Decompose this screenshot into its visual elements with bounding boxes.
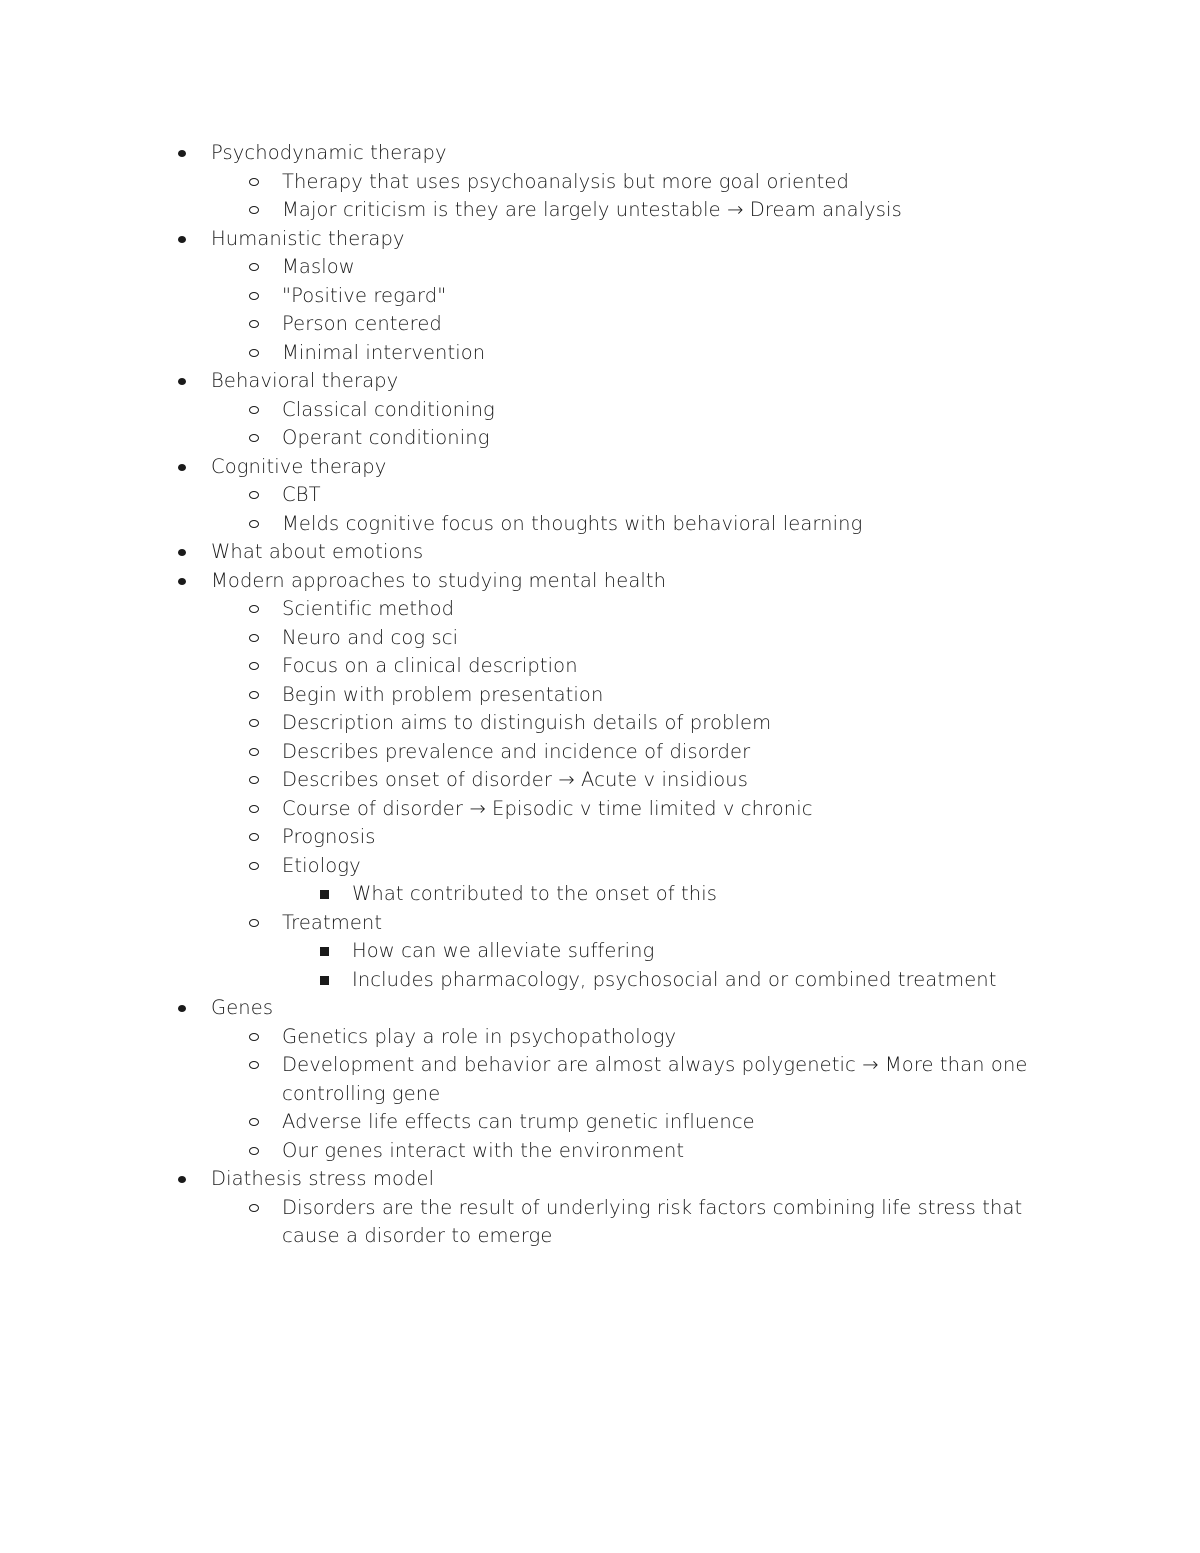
bullet-item <box>0 225 1200 254</box>
bullet-item <box>0 538 1200 567</box>
sub-sub-bullet-item <box>0 937 1200 966</box>
bullet-circle-icon <box>249 719 259 727</box>
bullet-text: Classical conditioning <box>282 397 495 421</box>
bullet-item <box>0 139 1200 168</box>
bullet-text: Maslow <box>282 255 355 278</box>
bullet-disc-icon <box>178 236 186 243</box>
bullet-item <box>0 1165 1200 1194</box>
bullet-text: Includes pharmacology, psychosocial and or combined treatment <box>352 967 997 991</box>
bullet-circle-icon <box>249 320 259 328</box>
sub-bullet-item <box>0 652 1200 681</box>
sub-bullet-item <box>0 339 1200 368</box>
sub-bullet-item <box>0 310 1200 339</box>
bullet-item <box>0 367 1200 396</box>
bullet-circle-icon <box>249 406 259 414</box>
bullet-circle-icon <box>249 691 259 699</box>
bullet-circle-icon <box>249 1118 259 1126</box>
sub-bullet-item <box>0 282 1200 311</box>
bullet-text: Psychodynamic therapy <box>211 141 447 164</box>
bullet-text: Operant conditioning <box>282 426 490 449</box>
sub-bullet-item <box>0 909 1200 938</box>
sub-bullet-item <box>0 1194 1062 1251</box>
bullet-text: Begin with problem presentation <box>282 682 604 706</box>
bullet-text: Our genes interact with the environment <box>282 1138 685 1162</box>
sub-bullet-item <box>0 1108 1200 1137</box>
bullet-item <box>0 453 1200 482</box>
bullet-circle-icon <box>249 776 259 784</box>
sub-bullet-item <box>0 624 1200 653</box>
bullet-text: What contributed to the onset of this <box>352 882 718 905</box>
sub-bullet-item <box>0 424 1200 453</box>
sub-bullet-item <box>0 681 1200 710</box>
sub-bullet-item <box>0 168 1200 197</box>
bullet-text: Disorders are the result of underlying risk factors combining life stress that cause a disorder to emerge <box>282 1195 1023 1247</box>
bullet-circle-icon <box>249 605 259 613</box>
bullet-text: Describes prevalence and incidence of disorder <box>282 739 751 763</box>
sub-bullet-item <box>0 196 1200 225</box>
bullet-circle-icon <box>249 292 259 300</box>
bullet-circle-icon <box>249 1033 259 1041</box>
bullet-text: Minimal intervention <box>282 340 486 364</box>
bullet-text: Scientific method <box>282 597 455 620</box>
sub-bullet-item <box>0 481 1200 510</box>
bullet-text: Treatment <box>282 910 383 934</box>
bullet-square-icon <box>320 890 329 899</box>
notes-outline <box>0 139 1200 1251</box>
sub-bullet-item <box>0 1051 1062 1108</box>
bullet-text: Description aims to distinguish details of problem <box>282 711 772 734</box>
bullet-text: Genetics play a role in psychopathology <box>282 1024 677 1048</box>
bullet-circle-icon <box>249 1204 259 1212</box>
bullet-text: Person centered <box>282 312 442 335</box>
bullet-disc-icon <box>178 150 186 157</box>
bullet-circle-icon <box>249 1061 259 1069</box>
bullet-text: CBT <box>282 483 321 506</box>
bullet-circle-icon <box>249 919 259 927</box>
bullet-text: Neuro and cog sci <box>282 625 459 649</box>
sub-bullet-item <box>0 738 1200 767</box>
sub-sub-bullet-item <box>0 880 1200 909</box>
bullet-text: Melds cognitive focus on thoughts with behavioral learning <box>282 511 863 535</box>
bullet-text: Therapy that uses psychoanalysis but more goal oriented <box>282 169 849 193</box>
bullet-square-icon <box>320 947 329 956</box>
sub-bullet-item <box>0 510 1200 539</box>
bullet-text: Describes onset of disorder → Acute v insidious <box>282 768 748 791</box>
bullet-disc-icon <box>178 1176 186 1183</box>
bullet-circle-icon <box>249 263 259 271</box>
bullet-text: Modern approaches to studying mental health <box>211 568 667 592</box>
sub-bullet-item <box>0 852 1200 881</box>
sub-bullet-item <box>0 253 1200 282</box>
bullet-disc-icon <box>178 464 186 471</box>
bullet-text: Adverse life effects can trump genetic influence <box>282 1110 755 1133</box>
bullet-circle-icon <box>249 833 259 841</box>
bullet-disc-icon <box>178 549 186 556</box>
bullet-text: Humanistic therapy <box>211 226 405 250</box>
sub-bullet-item <box>0 1137 1200 1166</box>
bullet-item <box>0 567 1200 596</box>
sub-bullet-item <box>0 766 1200 795</box>
bullet-text: Etiology <box>282 853 361 877</box>
bullet-item <box>0 994 1200 1023</box>
bullet-circle-icon <box>249 206 259 214</box>
bullet-text: What about emotions <box>211 540 424 563</box>
bullet-circle-icon <box>249 634 259 642</box>
sub-bullet-item <box>0 396 1200 425</box>
sub-sub-bullet-item <box>0 966 1200 995</box>
sub-bullet-item <box>0 709 1200 738</box>
bullet-text: Diathesis stress model <box>211 1167 435 1190</box>
bullet-text: Major criticism is they are largely untestable → Dream analysis <box>282 198 902 221</box>
bullet-disc-icon <box>178 378 186 385</box>
bullet-circle-icon <box>249 1147 259 1155</box>
bullet-square-icon <box>320 976 329 985</box>
bullet-circle-icon <box>249 520 259 528</box>
bullet-disc-icon <box>178 578 186 585</box>
bullet-circle-icon <box>249 662 259 670</box>
bullet-text: How can we alleviate suffering <box>352 939 655 962</box>
bullet-circle-icon <box>249 805 259 813</box>
bullet-disc-icon <box>178 1005 186 1012</box>
sub-bullet-item <box>0 823 1200 852</box>
bullet-text: Genes <box>211 996 274 1019</box>
bullet-text: Course of disorder → Episodic v time limited v chronic <box>282 796 813 820</box>
bullet-text: Development and behavior are almost always polygenetic → More than one controlling gene <box>282 1053 1028 1105</box>
bullet-circle-icon <box>249 748 259 756</box>
bullet-circle-icon <box>249 434 259 442</box>
sub-bullet-item <box>0 795 1200 824</box>
bullet-text: Cognitive therapy <box>211 454 387 478</box>
bullet-circle-icon <box>249 178 259 186</box>
bullet-text: Behavioral therapy <box>211 369 399 392</box>
bullet-text: "Positive regard" <box>282 283 447 307</box>
sub-bullet-item <box>0 1023 1200 1052</box>
bullet-text: Focus on a clinical description <box>282 654 578 677</box>
bullet-circle-icon <box>249 349 259 357</box>
sub-bullet-item <box>0 595 1200 624</box>
bullet-text: Prognosis <box>282 825 376 848</box>
bullet-circle-icon <box>249 491 259 499</box>
bullet-circle-icon <box>249 862 259 870</box>
